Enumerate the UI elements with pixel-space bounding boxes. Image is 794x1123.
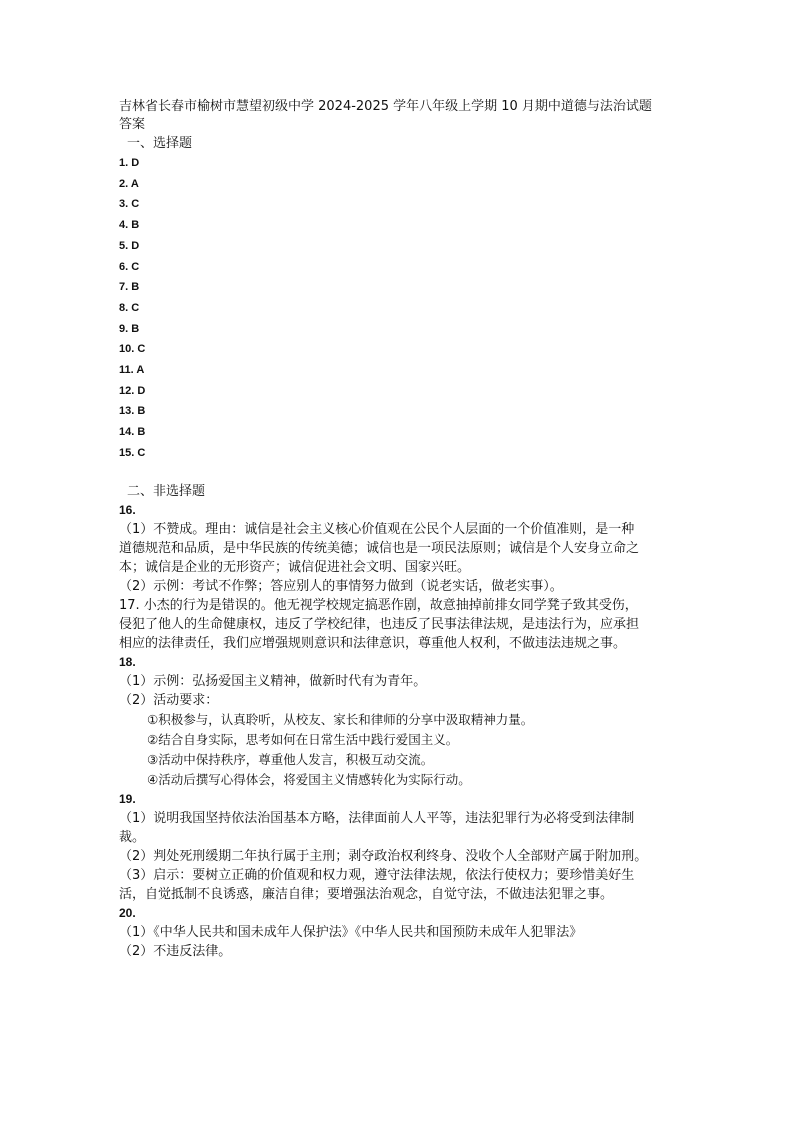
q20-answer-1: （1）《中华人民共和国未成年人保护法》《中华人民共和国预防未成年人犯罪法》 <box>119 924 583 940</box>
answer-item: 2. A <box>119 177 139 190</box>
q18-answer-1: （1）示例：弘扬爱国主义精神，做新时代有为青年。 <box>119 673 427 689</box>
answer-item: 14. B <box>119 426 146 439</box>
question-number-16: 16. <box>119 502 136 517</box>
question-number-20: 20. <box>119 905 136 920</box>
q19-answer-3-line2: 活，自觉抵制不良诱惑，廉洁自律；要增强法治观念，自觉守法，不做违法犯罪之事。 <box>119 886 614 902</box>
answer-item: 7. B <box>119 281 140 294</box>
answer-item: 6. C <box>119 260 140 273</box>
section-heading-choice: 一、选择题 <box>127 136 193 151</box>
q17-answer-line1: 17. 小杰的行为是错误的。他无视学校规定搞恶作剧，故意抽掉前排女同学凳子致其受伤， <box>119 597 638 613</box>
q19-answer-1-line1: （1）说明我国坚持依法治国基本方略，法律面前人人平等，违法犯罪行为必将受到法律制 <box>119 810 635 826</box>
q17-answer-line2: 侵犯了他人的生命健康权，违反了学校纪律，也违反了民事法律法规，是违法行为，应承担 <box>119 616 640 632</box>
q16-answer-1-line3: 本；诚信是企业的无形资产；诚信促进社会文明、国家兴旺。 <box>119 559 471 575</box>
answer-item: 4. B <box>119 219 140 232</box>
answer-list <box>119 153 689 464</box>
answer-item: 8. C <box>119 301 140 314</box>
section-heading-nonchoice: 二、非选择题 <box>127 483 206 499</box>
document-title: 吉林省长春市榆树市慧望初级中学 2024-2025 学年八年级上学期 10 月期中道德与法治试题 <box>119 99 652 114</box>
q19-answer-1-line2: 裁。 <box>119 829 146 845</box>
q18-requirement-item: ③活动中保持秩序，尊重他人发言，积极互动交流。 <box>147 751 434 767</box>
q18-requirement-item: ②结合自身实际，思考如何在日常生活中践行爱国主义。 <box>147 731 459 747</box>
answer-item: 3. C <box>119 198 140 211</box>
q19-answer-2: （2）判处死刑缓期二年执行属于主刑；剥夺政治权利终身、没收个人全部财产属于附加刑。 <box>119 848 648 864</box>
q16-answer-1-line1: （1）不赞成。理由：诚信是社会主义核心价值观在公民个人层面的一个价值准则，是一种 <box>119 521 635 537</box>
q16-answer-1-line2: 道德规范和品质，是中华民族的传统美德；诚信也是一项民法原则；诚信是个人安身立命之 <box>119 540 640 556</box>
question-number-18: 18. <box>119 654 136 669</box>
answer-document <box>119 98 689 961</box>
answer-item: 13. B <box>119 405 146 418</box>
answer-item: 15. C <box>119 446 146 459</box>
q20-answer-2: （2）不违反法律。 <box>119 943 232 959</box>
answer-item: 1. D <box>119 157 140 169</box>
answer-item: 10. C <box>119 343 146 356</box>
document-title-cont: 答案 <box>119 117 146 132</box>
answer-item: 9. B <box>119 322 140 335</box>
q19-answer-3-line1: （3）启示：要树立正确的价值观和权力观，遵守法律法规，依法行使权力；要珍惜美好生 <box>119 867 635 883</box>
q18-answer-2: （2）活动要求： <box>119 692 219 708</box>
answer-item: 5. D <box>119 239 140 252</box>
answer-item: 11. A <box>119 364 145 377</box>
q18-requirement-item: ④活动后撰写心得体会，将爱国主义情感转化为实际行动。 <box>147 771 471 787</box>
answer-item: 12. D <box>119 384 146 397</box>
question-number-19: 19. <box>119 791 136 806</box>
q17-answer-line3: 相应的法律责任，我们应增强规则意识和法律意识，尊重他人权利，不做违法违规之事。 <box>119 635 627 651</box>
spacer <box>119 464 689 482</box>
q16-answer-2: （2）示例：考试不作弊；答应别人的事情努力做到（说老实话，做老实事）。 <box>119 578 563 594</box>
q18-requirement-item: ①积极参与，认真聆听，从校友、家长和律师的分享中汲取精神力量。 <box>147 711 534 727</box>
